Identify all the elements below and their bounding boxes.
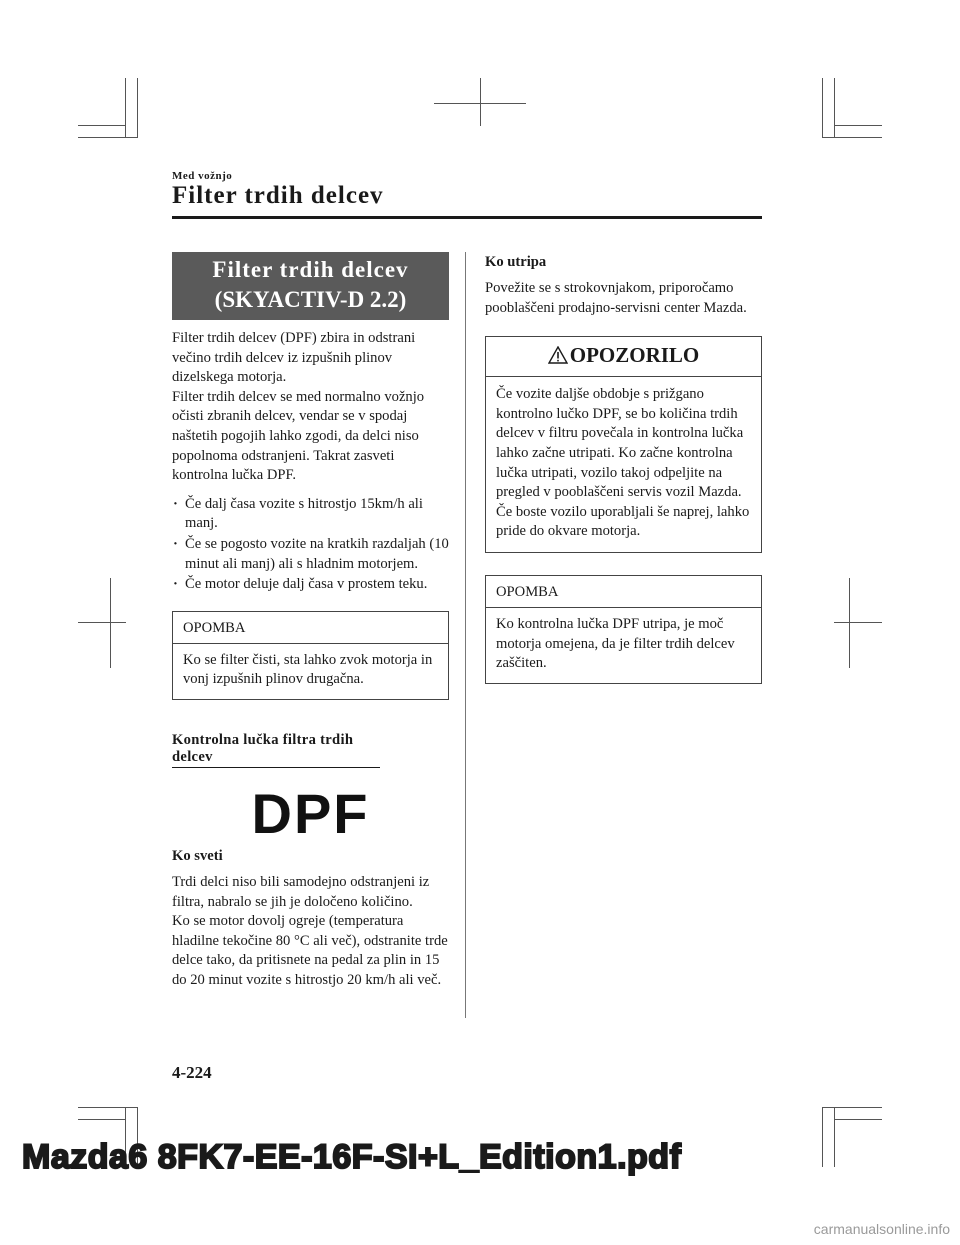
- warning-label: OPOZORILO: [569, 343, 700, 368]
- crop-mark: [78, 1107, 138, 1108]
- banner-subtitle: (SKYACTIV-D 2.2): [214, 287, 407, 312]
- note-text: Ko se filter čisti, sta lahko zvok motorja in vonj izpušnih plinov drugačna.: [183, 651, 433, 688]
- bullet-icon: ·: [173, 535, 178, 552]
- crop-mark: [125, 78, 126, 138]
- note-label-2: OPOMBA: [486, 576, 761, 608]
- crop-mark: [834, 125, 882, 126]
- crop-mark: [822, 137, 882, 138]
- crop-mark: [137, 78, 138, 138]
- list-item: · Če dalj časa vozite s hitrostjo 15km/h ali manj.: [173, 495, 423, 532]
- dpf-symbol: DPF: [251, 781, 370, 845]
- intro-paragraph: Filter trdih delcev (DPF) zbira in odstrani večino trdih delcev iz izpušnih plinov dizelskega motorja.: [172, 330, 416, 386]
- section-banner: [172, 252, 449, 320]
- blinking-heading: Ko utripa: [485, 254, 547, 270]
- warning-header: [486, 337, 761, 377]
- section-label: Med vožnjo: [172, 170, 233, 182]
- lit-text: Trdi delci niso bili samodejno odstranjeni iz filtra, nabralo se jih je določeno količino.: [172, 873, 430, 910]
- page-title: Filter trdih delcev: [172, 182, 384, 209]
- crop-mark: [434, 103, 526, 104]
- note-box: [172, 611, 449, 700]
- note-box-2: [485, 575, 762, 684]
- footer-filename: Mazda6 8FK7-EE-16F-SI+L_Edition1.pdf: [22, 1138, 682, 1176]
- page-number: 4-224: [172, 1063, 212, 1082]
- indicator-heading: Kontrolna lučka filtra trdih delcev: [172, 732, 380, 768]
- bullet-icon: ·: [173, 495, 178, 512]
- left-column: [172, 252, 449, 990]
- lit-heading: Ko sveti: [172, 847, 223, 864]
- crop-mark: [110, 578, 111, 668]
- crop-mark: [78, 622, 126, 623]
- crop-mark: [78, 1119, 126, 1120]
- crop-mark: [834, 1119, 882, 1120]
- warning-text: Če vozite daljše obdobje s prižgano kontrolno lučko DPF, se bo količina trdih delcev v filtru povečala in kontrolna lučka lahko začne utripati. Ko začne kontrolna lučka utripati, vozilo takoj odpeljite na pregled v pooblaščeni servis vozil Mazda. Če boste vozilo uporabljali še naprej, lahko pride do okvare motorja.: [496, 386, 750, 540]
- note-label: OPOMBA: [173, 612, 448, 644]
- crop-mark: [834, 1107, 835, 1167]
- crop-mark: [78, 137, 138, 138]
- crop-mark: [822, 1107, 882, 1108]
- crop-mark: [834, 622, 882, 623]
- banner-title: Filter trdih delcev: [212, 257, 409, 282]
- right-column: [485, 254, 762, 684]
- blinking-text: Povežite se s strokovnjakom, priporočamo pooblaščeni prodajno-servisni center Mazda.: [485, 280, 747, 316]
- crop-mark: [78, 125, 126, 126]
- intro-paragraph-2: Filter trdih delcev se med normalno vožnjo očisti zbranih delcev, vendar se v spodaj naštetih pogojih lahko zgodi, da delci niso popolnoma odstranjeni. Takrat zasveti kontrolna lučka DPF.: [172, 388, 425, 484]
- bullet-icon: ·: [173, 576, 178, 593]
- crop-mark: [822, 78, 823, 138]
- watermark: carmanualsonline.info: [813, 1221, 950, 1237]
- title-rule: [172, 216, 762, 219]
- warning-box: [485, 336, 762, 553]
- list-item: · Če motor deluje dalj časa v prostem teku.: [172, 575, 449, 595]
- list-item: · Če se pogosto vozite na kratkih razdaljah (10 minut ali manj) ali s hladnim motorjem.: [173, 535, 449, 572]
- crop-mark: [480, 78, 481, 126]
- lit-text-2: Ko se motor dovolj ogreje (temperatura hladilne tekočine 80 °C ali več), odstranite trde delce tako, da pritisnete na pedal za plin in 15 do 20 minut vozite s hitrostjo 20 km/h ali več.: [172, 913, 448, 988]
- conditions-list: [172, 495, 449, 595]
- note-text-2: Ko kontrolna lučka DPF utripa, je moč motorja omejena, da je filter trdih delcev zaščiten.: [496, 615, 735, 672]
- crop-mark: [822, 1107, 823, 1167]
- crop-mark: [849, 578, 850, 668]
- crop-mark: [834, 78, 835, 138]
- column-divider: [465, 252, 466, 1018]
- warning-triangle-icon: [548, 345, 568, 370]
